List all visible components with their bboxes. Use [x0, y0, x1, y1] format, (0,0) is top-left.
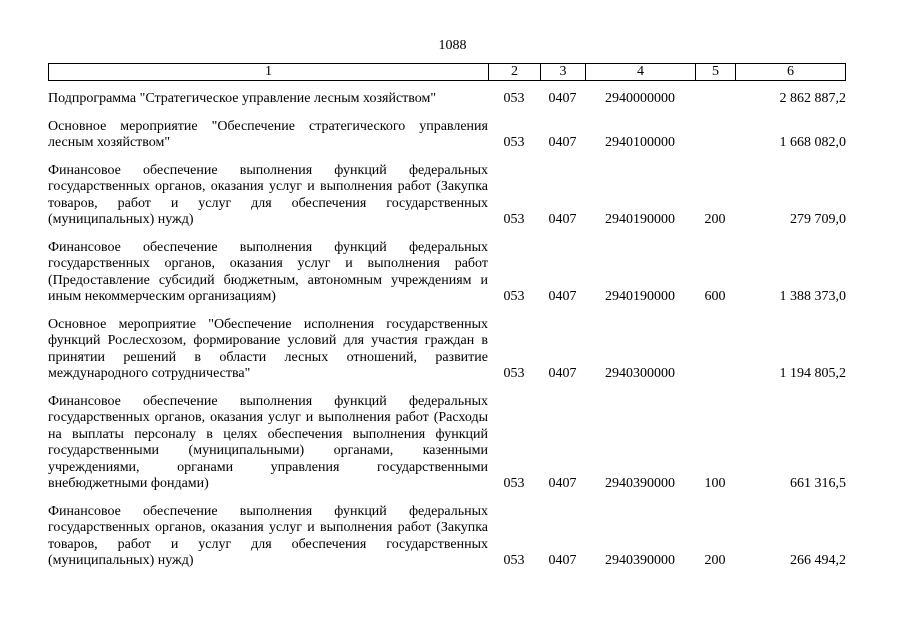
- row-amount: 279 709,0: [790, 212, 846, 227]
- column-header-5: 5: [696, 64, 736, 81]
- row-name: Основное мероприятие "Обеспечение стратегического управления лесным хозяйством": [48, 118, 488, 150]
- row-code-4: 200: [704, 212, 726, 227]
- row-code-2: 0407: [548, 212, 577, 227]
- column-header-1: 1: [49, 64, 489, 81]
- table-row: [48, 91, 846, 108]
- row-code-2: 0407: [548, 553, 577, 568]
- row-name: Финансовое обеспечение выполнения функций федеральных государственных органов, оказания услуг и выполнения работ (Предоставление субсидий бюджетным, автономным учреждениям и иным некоммерческим организациям): [48, 239, 488, 304]
- row-code-3: 2940000000: [605, 91, 675, 106]
- row-name: Финансовое обеспечение выполнения функций федеральных государственных органов, оказания услуг и выполнения работ (Расходы на выплаты персоналу в целях обеспечения выполнения функций государственными (муниципальными) органами, казенными учреждениями, органами управления государственными внебюджетными фондами): [48, 393, 488, 491]
- row-code-4: 600: [704, 289, 726, 304]
- row-code-3: 2940390000: [605, 476, 675, 491]
- row-code-3: 2940100000: [605, 135, 675, 150]
- row-name: Финансовое обеспечение выполнения функций федеральных государственных органов, оказания услуг и выполнения работ (Закупка товаров, работ и услуг для обеспечения государственных (муниципальных) нужд): [48, 503, 488, 568]
- table-row: [48, 394, 846, 493]
- row-name: Основное мероприятие "Обеспечение исполнения государственных функций Рослесхозом, формирование условий для участия граждан в принятии решений в области лесных отношений, развитие международного сотрудничества": [48, 316, 488, 381]
- row-code-2: 0407: [548, 91, 577, 106]
- table-row: [48, 119, 846, 152]
- row-code-3: 2940190000: [605, 289, 675, 304]
- row-code-2: 0407: [548, 289, 577, 304]
- row-name: Финансовое обеспечение выполнения функций федеральных государственных органов, оказания услуг и выполнения работ (Закупка товаров, работ и услуг для обеспечения государственных (муниципальных) нужд): [48, 162, 488, 227]
- row-code-3: 2940390000: [605, 553, 675, 568]
- row-code-4: 200: [704, 553, 726, 568]
- row-code-1: 053: [503, 91, 525, 106]
- row-amount: 1 194 805,2: [779, 366, 846, 381]
- budget-rows: [48, 91, 846, 581]
- row-amount: 2 862 887,2: [779, 91, 846, 106]
- column-header-4: 4: [586, 64, 696, 81]
- row-code-1: 053: [503, 476, 525, 491]
- column-header-2: 2: [489, 64, 541, 81]
- page-number: 1088: [438, 38, 467, 53]
- row-code-4: 100: [704, 476, 726, 491]
- table-row: [48, 163, 846, 229]
- row-code-3: 2940300000: [605, 366, 675, 381]
- row-code-1: 053: [503, 366, 525, 381]
- column-header-table: [48, 63, 846, 81]
- row-code-1: 053: [503, 212, 525, 227]
- row-name: Подпрограмма "Стратегическое управление лесным хозяйством": [48, 91, 437, 106]
- row-code-1: 053: [503, 553, 525, 568]
- row-code-1: 053: [503, 289, 525, 304]
- table-row: [48, 504, 846, 570]
- column-header-3: 3: [541, 64, 586, 81]
- row-code-3: 2940190000: [605, 212, 675, 227]
- table-row: [48, 317, 846, 383]
- row-amount: 266 494,2: [790, 553, 846, 568]
- row-amount: 1 388 373,0: [779, 289, 846, 304]
- row-amount: 661 316,5: [790, 476, 846, 491]
- column-header-6: 6: [736, 64, 846, 81]
- row-code-2: 0407: [548, 135, 577, 150]
- row-code-2: 0407: [548, 366, 577, 381]
- row-code-1: 053: [503, 135, 525, 150]
- table-row: [48, 240, 846, 306]
- column-header-row: [49, 64, 846, 81]
- row-amount: 1 668 082,0: [779, 135, 846, 150]
- row-code-2: 0407: [548, 476, 577, 491]
